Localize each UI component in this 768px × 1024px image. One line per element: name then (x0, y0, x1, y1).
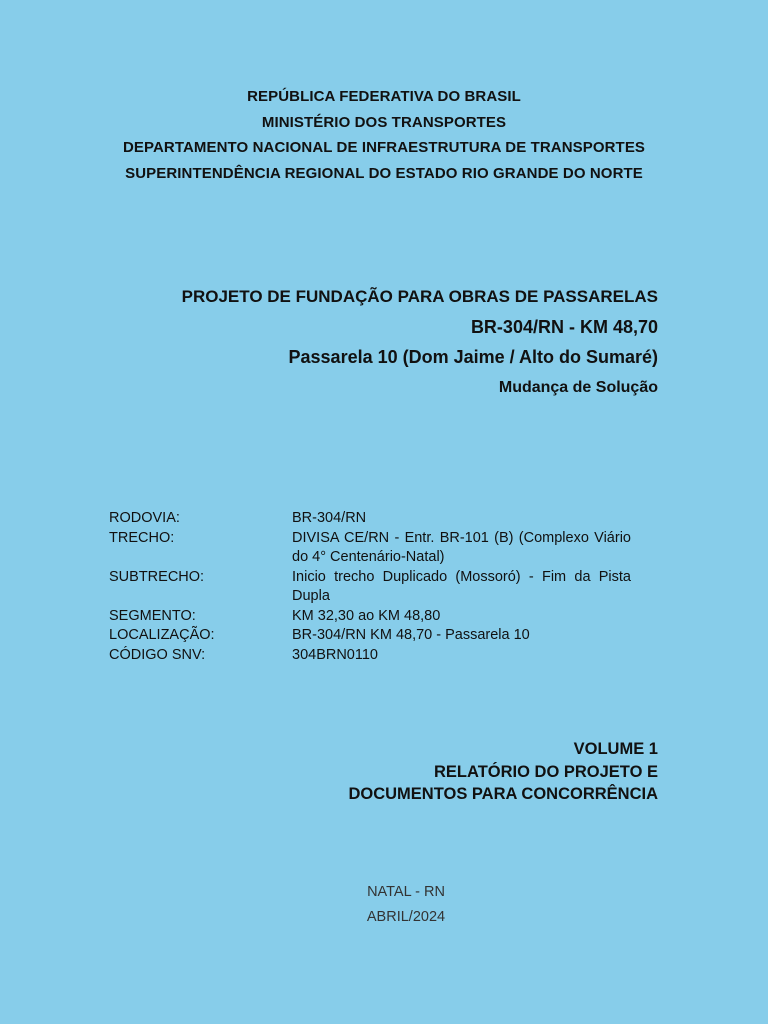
header-superintendency: SUPERINTENDÊNCIA REGIONAL DO ESTADO RIO GRANDE DO NORTE (125, 164, 643, 182)
info-value: Inicio trecho Duplicado (Mossoró) - Fim da Pista Dupla (292, 568, 631, 604)
header-department: DEPARTAMENTO NACIONAL DE INFRAESTRUTURA DE TRANSPORTES (122, 139, 646, 156)
info-row-segmento (109, 607, 631, 627)
institution-header (0, 84, 768, 186)
walkway-title: Passarela 10 (Dom Jaime / Alto do Sumaré) (288, 347, 658, 367)
volume-title-line2: DOCUMENTOS PARA CONCORRÊNCIA (348, 785, 658, 803)
project-title: PROJETO DE FUNDAÇÃO PARA OBRAS DE PASSARELAS (181, 287, 658, 306)
info-value: BR-304/RN KM 48,70 - Passarela 10 (292, 627, 530, 643)
info-value: BR-304/RN (292, 510, 367, 526)
footer-date: ABRIL/2024 (366, 909, 446, 925)
info-value: 304BRN0110 (292, 646, 378, 663)
info-label: TRECHO: (109, 529, 175, 546)
place-date-footer (0, 880, 768, 930)
header-republic: REPÚBLICA FEDERATIVA DO BRASIL (247, 88, 521, 105)
footer-city: NATAL - RN (367, 884, 445, 900)
info-label: SEGMENTO: (109, 607, 196, 624)
volume-block (348, 738, 658, 806)
info-value: DIVISA CE/RN - Entr. BR-101 (B) (Complexo Viário do 4° Centenário-Natal) (292, 529, 631, 565)
info-label: SUBTRECHO: (109, 568, 205, 585)
road-km-title: BR-304/RN - KM 48,70 (470, 317, 658, 337)
header-ministry: MINISTÉRIO DOS TRANSPORTES (261, 113, 507, 131)
project-info-table (109, 509, 631, 665)
info-label: RODOVIA: (109, 510, 180, 526)
project-title-block (182, 285, 658, 399)
info-row-rodovia (109, 509, 631, 529)
info-row-codigo-snv (109, 646, 631, 666)
info-value: KM 32,30 ao KM 48,80 (292, 607, 441, 624)
info-label: CÓDIGO SNV: (109, 646, 206, 663)
volume-number: VOLUME 1 (573, 740, 658, 758)
info-row-localizacao (109, 626, 631, 646)
volume-title-line1: RELATÓRIO DO PROJETO E (434, 762, 658, 781)
info-label: LOCALIZAÇÃO: (109, 627, 215, 643)
info-row-subtrecho (109, 568, 631, 607)
project-subtitle: Mudança de Solução (498, 379, 658, 396)
info-row-trecho (109, 529, 631, 568)
